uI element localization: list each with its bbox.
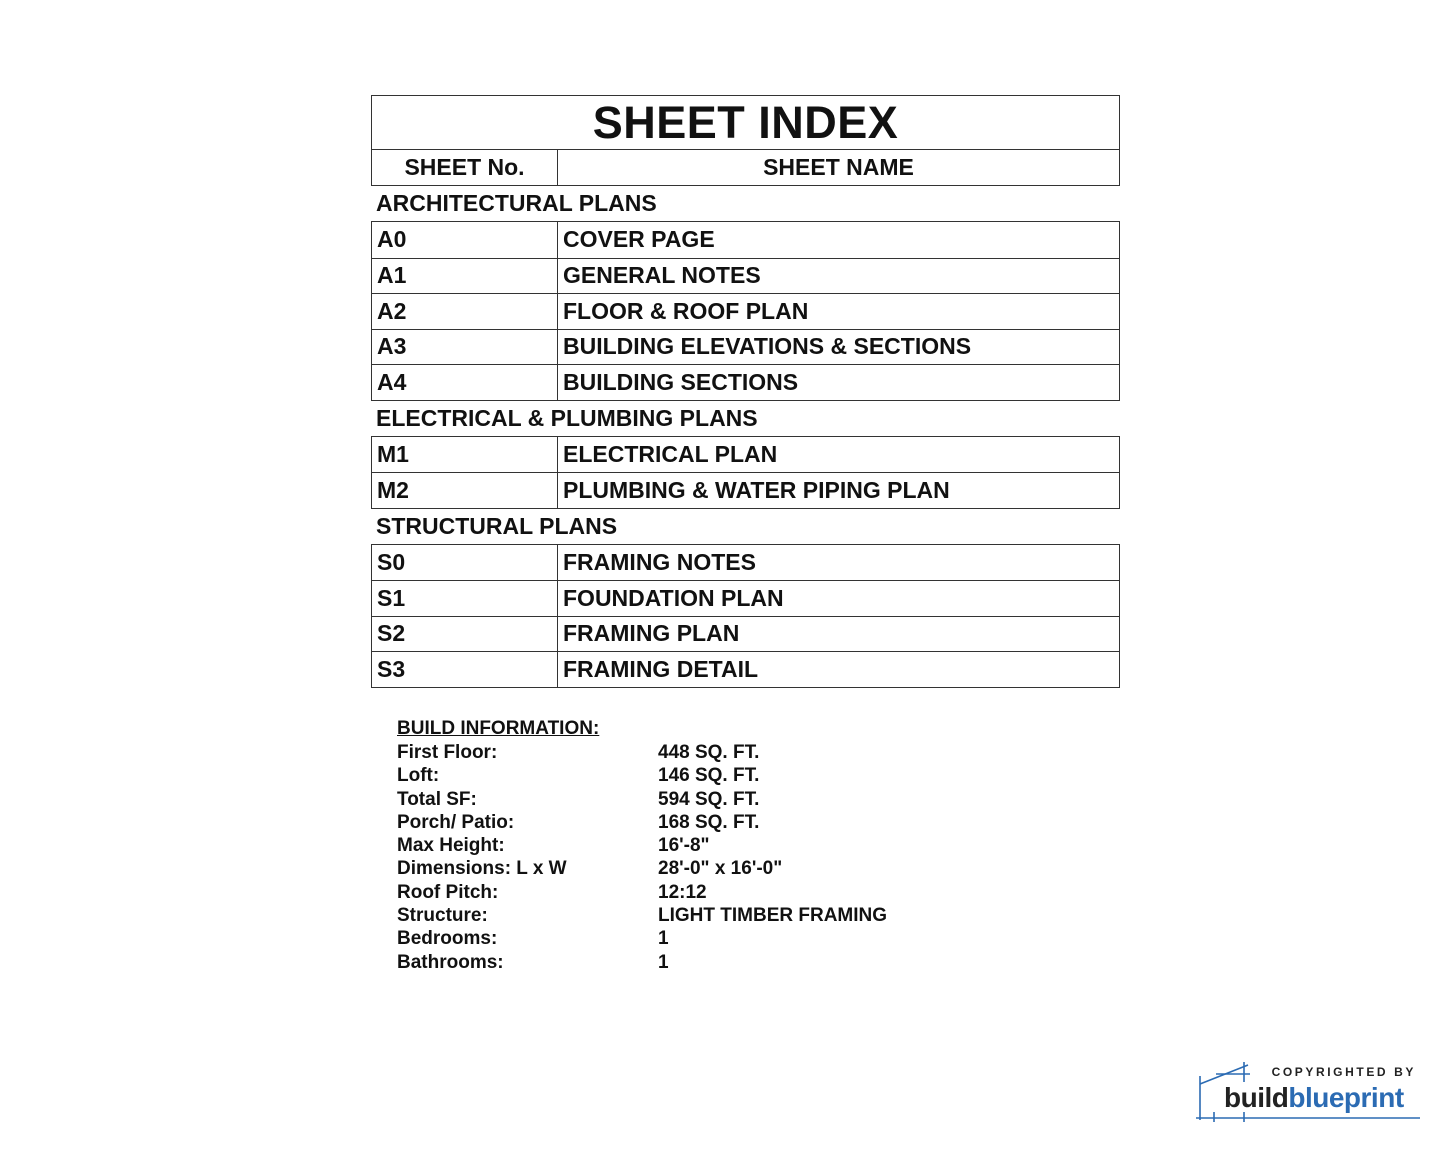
build-info-row — [397, 857, 887, 880]
table-row — [372, 437, 1119, 473]
sheet-name: GENERAL NOTES — [563, 262, 761, 289]
section-label: STRUCTURAL PLANS — [376, 512, 618, 539]
table-row — [372, 472, 1119, 508]
brand-part-blueprint: blueprint — [1288, 1082, 1404, 1113]
section-label: ELECTRICAL & PLUMBING PLANS — [376, 404, 758, 431]
build-info-value: 1 — [658, 928, 669, 950]
build-info-label: Dimensions: L x W — [397, 858, 567, 880]
sheet-number: A4 — [372, 365, 558, 400]
build-info-label: Porch/ Patio: — [397, 811, 515, 833]
build-info-value: 28'-0" x 16'-0" — [658, 858, 783, 880]
buildblueprint-logo — [1196, 1062, 1422, 1122]
sheet-name: FLOOR & ROOF PLAN — [563, 297, 809, 324]
sheet-sections — [371, 186, 1120, 688]
table-row — [372, 651, 1119, 687]
build-info-label: First Floor: — [397, 742, 498, 763]
table-row — [372, 329, 1119, 365]
sheet-name: PLUMBING & WATER PIPING PLAN — [563, 476, 950, 503]
build-info-row — [397, 764, 887, 787]
table-row — [372, 293, 1119, 329]
section-rows — [371, 221, 1120, 401]
section-rows — [371, 544, 1120, 688]
header-sheet-name: SHEET NAME — [763, 154, 914, 180]
build-info-label: Bathrooms: — [397, 951, 504, 973]
sheet-number: A3 — [372, 330, 558, 365]
sheet-number: A0 — [372, 222, 558, 258]
sheet-number: S0 — [372, 545, 558, 581]
build-info-row — [397, 741, 887, 764]
build-information — [397, 717, 887, 974]
build-info-row — [397, 881, 887, 904]
build-info-title: BUILD INFORMATION: — [397, 718, 600, 739]
sheet-name: ELECTRICAL PLAN — [563, 440, 778, 467]
build-info-row — [397, 811, 887, 834]
build-info-label: Bedrooms: — [397, 928, 498, 950]
build-info-label: Total SF: — [397, 788, 477, 810]
table-row — [372, 545, 1119, 581]
section-label: ARCHITECTURAL PLANS — [376, 190, 657, 216]
sheet-name: BUILDING ELEVATIONS & SECTIONS — [563, 333, 972, 360]
sheet-number: S2 — [372, 617, 558, 652]
build-info-value: 12:12 — [658, 881, 707, 903]
build-info-value: 1 — [658, 951, 669, 973]
sheet-number: M2 — [372, 473, 558, 508]
table-row — [372, 222, 1119, 258]
table-row — [372, 580, 1119, 616]
sheet-name: COVER PAGE — [563, 226, 715, 253]
build-info-label: Max Height: — [397, 835, 505, 857]
build-info-row — [397, 904, 887, 927]
sheet-number: S1 — [372, 581, 558, 616]
build-info-value: 448 SQ. FT. — [658, 742, 760, 763]
sheet-name: FRAMING DETAIL — [563, 655, 759, 682]
sheet-name: FRAMING PLAN — [563, 620, 740, 647]
build-info-row — [397, 927, 887, 950]
sheet-index-table — [371, 95, 1120, 688]
sheet-index-title: SHEET INDEX — [371, 95, 1120, 150]
sheet-number: A2 — [372, 294, 558, 329]
copyright-label: COPYRIGHTED BY — [1271, 1065, 1416, 1079]
table-header-row — [371, 150, 1120, 186]
table-row — [372, 258, 1119, 294]
sheet-number: S3 — [372, 652, 558, 687]
table-row — [372, 364, 1119, 400]
sheet-number: A1 — [372, 259, 558, 294]
build-info-label: Structure: — [397, 905, 488, 927]
build-info-value: LIGHT TIMBER FRAMING — [658, 905, 888, 927]
build-info-label: Roof Pitch: — [397, 881, 499, 903]
sheet-name: BUILDING SECTIONS — [563, 368, 799, 395]
build-info-label: Loft: — [397, 765, 440, 787]
section-rows — [371, 436, 1120, 509]
brand-name — [1224, 1082, 1404, 1114]
build-info-row — [397, 951, 887, 974]
build-info-value: 16'-8" — [658, 835, 710, 857]
build-info-list — [397, 741, 887, 974]
sheet-number: M1 — [372, 437, 558, 473]
build-info-value: 168 SQ. FT. — [658, 811, 760, 833]
build-info-value: 594 SQ. FT. — [658, 788, 760, 810]
sheet-name: FRAMING NOTES — [563, 548, 756, 575]
brand-part-build: build — [1224, 1082, 1289, 1113]
build-info-value: 146 SQ. FT. — [658, 765, 760, 787]
table-row — [372, 616, 1119, 652]
sheet-name: FOUNDATION PLAN — [563, 584, 784, 611]
build-info-row — [397, 834, 887, 857]
header-sheet-no: SHEET No. — [372, 150, 558, 185]
build-info-row — [397, 788, 887, 811]
